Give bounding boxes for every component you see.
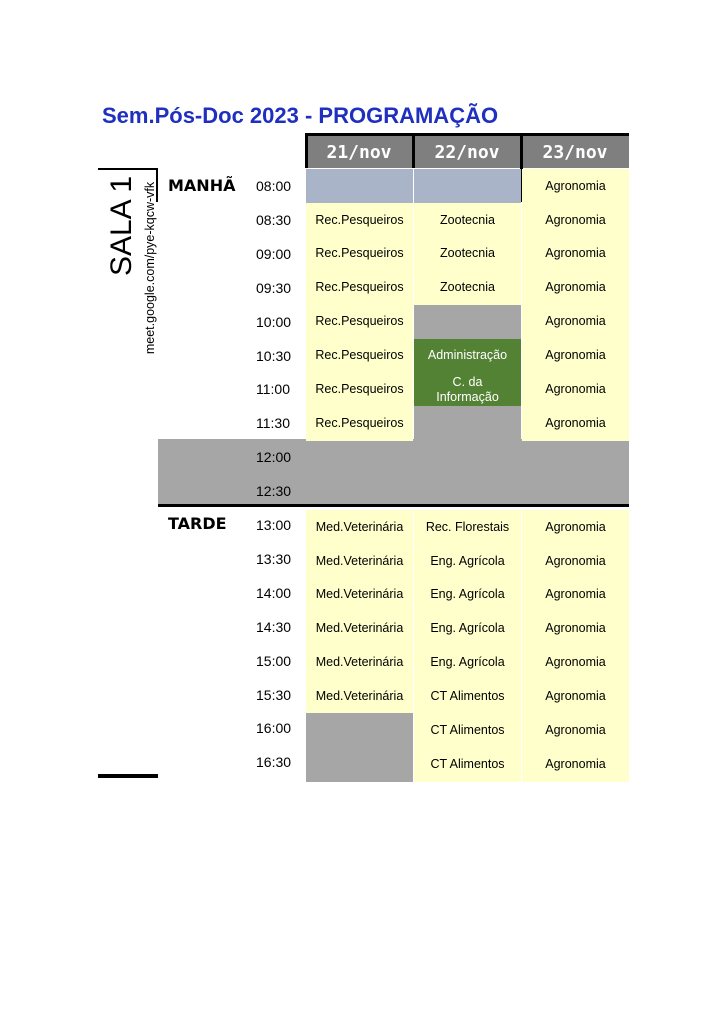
time-slot: 09:00: [256, 245, 292, 262]
header-divider: [305, 133, 308, 168]
schedule-cell: Rec.Pesqueiros: [306, 372, 413, 406]
schedule-cell: Agronomia: [522, 646, 629, 680]
schedule-cell: Agronomia: [522, 612, 629, 646]
time-slot: 12:00: [256, 449, 292, 466]
period-divider: [158, 504, 629, 507]
time-slot: 09:30: [256, 279, 292, 296]
schedule-cell: Rec.Pesqueiros: [306, 305, 413, 339]
page-title: Sem.Pós-Doc 2023 - PROGRAMAÇÃO: [102, 103, 499, 128]
schedule-cell: Agronomia: [522, 271, 629, 305]
schedule-cell: Eng. Agrícola: [414, 544, 521, 578]
schedule-cell: CT Alimentos: [414, 713, 521, 747]
day-header-3: 23/nov: [521, 136, 629, 168]
schedule-cell: Agronomia: [522, 713, 629, 747]
schedule-cell: Med.Veterinária: [306, 612, 413, 646]
schedule-cell: Med.Veterinária: [306, 544, 413, 578]
schedule-cell: CT Alimentos: [414, 747, 521, 781]
room-rule: [98, 168, 158, 170]
meeting-link[interactable]: meet.google.com/pye-kqcw-vfk: [143, 181, 157, 355]
time-slot: 15:30: [256, 686, 292, 703]
schedule-cell: Agronomia: [522, 372, 629, 406]
period-afternoon: TARDE: [168, 514, 227, 533]
schedule-cell: Agronomia: [522, 169, 629, 203]
schedule-cell: Med.Veterinária: [306, 646, 413, 680]
time-slot: 16:00: [256, 720, 292, 737]
schedule-cell: Agronomia: [522, 544, 629, 578]
schedule-cell: [306, 713, 413, 747]
schedule-cell: CT Alimentos: [414, 680, 521, 714]
schedule-cell: [306, 169, 413, 203]
schedule-cell: [414, 305, 521, 339]
room-name: SALA 1: [105, 175, 138, 277]
schedule-cell: C. da Informação: [414, 372, 521, 406]
time-slot: 08:00: [256, 178, 292, 194]
schedule-cell: Rec. Florestais: [414, 510, 521, 544]
time-slot: 08:30: [256, 211, 292, 228]
schedule-cell: Agronomia: [522, 203, 629, 237]
time-slot: 14:30: [256, 618, 292, 635]
time-slot: 11:30: [256, 415, 290, 432]
schedule-cell: Med.Veterinária: [306, 578, 413, 612]
schedule-cell: [306, 747, 413, 781]
time-slot: 13:30: [256, 550, 292, 567]
schedule-cell: Rec.Pesqueiros: [306, 339, 413, 373]
schedule-cell: [414, 406, 521, 440]
schedule-cell: Agronomia: [522, 339, 629, 373]
schedule-cell: Med.Veterinária: [306, 510, 413, 544]
schedule-cell: Rec.Pesqueiros: [306, 237, 413, 271]
header-divider: [412, 136, 415, 168]
schedule-cell: Med.Veterinária: [306, 680, 413, 714]
time-slot: 11:00: [256, 381, 290, 398]
schedule-cell: [414, 169, 521, 203]
schedule-cell: Agronomia: [522, 680, 629, 714]
day-header-1: 21/nov: [305, 136, 413, 168]
schedule-cell: Agronomia: [522, 406, 629, 440]
time-slot: 13:00: [256, 517, 292, 533]
day-header-2: 22/nov: [413, 136, 521, 168]
schedule-cell: Rec.Pesqueiros: [306, 203, 413, 237]
schedule-cell: Agronomia: [522, 747, 629, 781]
schedule-cell: Agronomia: [522, 578, 629, 612]
time-slot: 14:00: [256, 584, 292, 601]
schedule-cell: Agronomia: [522, 510, 629, 544]
schedule-cell: Eng. Agrícola: [414, 646, 521, 680]
schedule-cell: Agronomia: [522, 237, 629, 271]
time-slot: 12:30: [256, 483, 292, 500]
schedule-cell: Administração: [414, 339, 521, 373]
schedule-cell: Zootecnia: [414, 237, 521, 271]
time-slot: 10:00: [256, 313, 292, 330]
schedule-cell: Zootecnia: [414, 203, 521, 237]
time-slot: 16:30: [256, 754, 292, 771]
schedule-cell: Rec.Pesqueiros: [306, 406, 413, 440]
time-slot: 10:30: [256, 347, 292, 364]
schedule-cell: Zootecnia: [414, 271, 521, 305]
schedule-cell: Eng. Agrícola: [414, 578, 521, 612]
schedule-cell: Eng. Agrícola: [414, 612, 521, 646]
schedule-cell: Agronomia: [522, 305, 629, 339]
time-slot: 15:00: [256, 652, 292, 669]
bottom-rule: [98, 774, 158, 778]
schedule-cell: Rec.Pesqueiros: [306, 271, 413, 305]
period-morning: MANHÃ: [168, 176, 236, 195]
lunch-break-block: [158, 439, 629, 507]
